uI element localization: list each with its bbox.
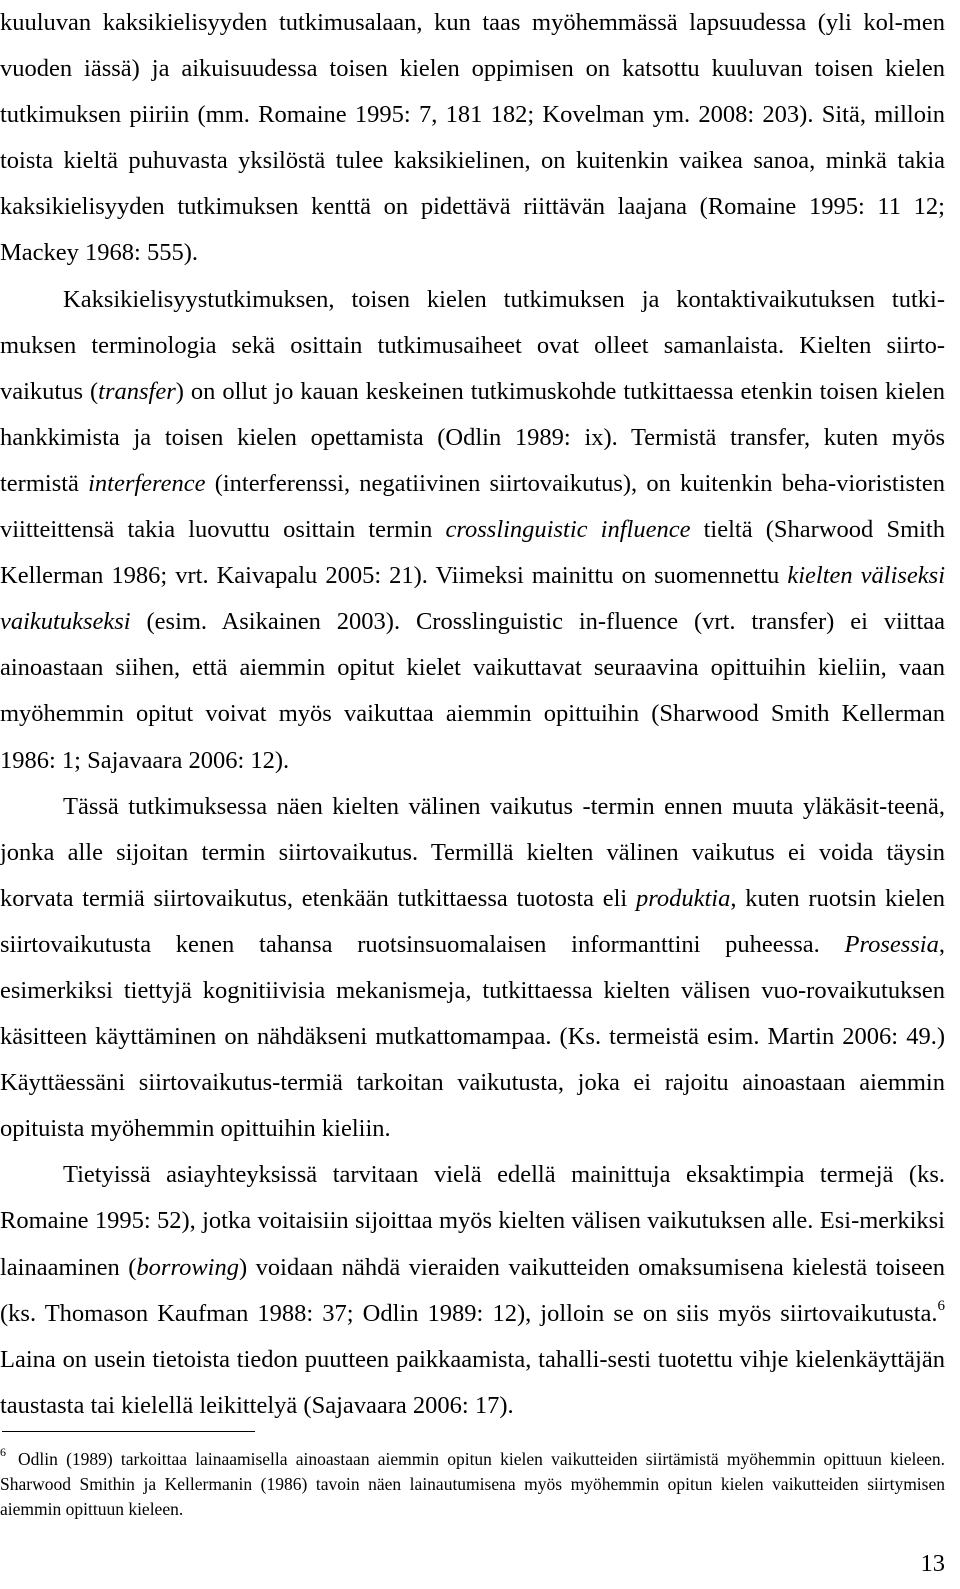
text-run: Laina on usein tietoista tiedon puutteen paikkaamista, tahalli-sesti tuotettu vihje kielenkäyttäjän taustasta tai kielellä leikittelyä (Sajavaara 2006: 17). [0,1345,945,1419]
text-run: (esim. Asikainen 2003). Crosslinguistic in-fluence (vrt. transfer) ei viittaa ainoastaan siihen, että aiemmin opitut kielet vaikuttavat seuraavina opittuihin kieliin, vaan myöhemmin opitut voivat myös vaikuttaa aiemmin opittuihin (Sharwood Smith Kellerman 1986: 1; Sajavaara 2006: 12). [0,608,945,774]
text-run: (interferenssi, negatiivinen siirtovaikutus), on kuitenkin beha-viorististen viitteittensä takia luovuttu osittain termin [0,469,946,544]
italic-term: transfer [98,377,176,405]
italic-term: produktia [635,884,731,912]
italic-term: crosslinguistic influence [445,516,691,544]
text-run: kuuluvan kaksikielisyyden tutkimusalaan, kun taas myöhemmässä lapsuudessa (yli kol-men vuoden iässä) ja aikuisuudessa toisen kielen oppimisen on katsottu kuuluvan toisen kielen tutkimuksen piiriin (mm. Romaine 1995: 7, 181 182; Kovelman ym. 2008: 203). Sitä, milloin toista kieltä puhuvasta yksilöstä tulee kaksikielinen, on kuitenkin vaikea sanoa, minkä takia kaksikielisyyden tutkimuksen kenttä on pidettävä riittävän laajana (Romaine 1995: 11 12; Mackey 1968: 555). [0,9,945,267]
text-run: ) on ollut jo kauan keskeinen tutkimuskohde tutkittaessa etenkin toisen kielen hankkimista ja toisen kielen opettamista (Odlin 1989: ix). Termistä transfer, kuten myös termistä [0,377,945,497]
footnote-6 [0,1447,945,1522]
paragraph-3 [0,784,945,1153]
page-number: 13 [920,1550,945,1577]
footnote-reference: 6 [937,1297,945,1314]
text-run: ) voidaan nähdä vieraiden vaikutteiden omaksumisena kielestä toiseen (ks. Thomason Kaufman 1988: 37; Odlin 1989: 12), jolloin se on siis myös siirtovaikutusta. [0,1253,945,1327]
text-run: Tietyissä asiayhteyksissä tarvitaan vielä edellä mainittuja eksaktimpia termejä (ks. Romaine 1995: 52), jotka voitaisiin sijoittaa myös kielten välisen vaikutuksen alle. Esi-merkiksi lainaaminen ( [0,1161,945,1281]
footnote-mark: 6 [0,1445,6,1459]
italic-term: kielten väliseksi vaikutukseksi [0,562,946,636]
text-run: Tässä tutkimuksessa näen kielten välinen vaikutus -termin ennen muuta yläkäsit-teenä, jonka alle sijoitan termin siirtovaikutus. Termillä kielten välinen vaikutus ei voida täysin korvata termiä siirtovaikutus, etenkään tutkittaessa tuotosta eli [0,792,945,912]
text-run: Kaksikielisyystutkimuksen, toisen kielen tutkimuksen ja kontaktivaikutuksen tutki-muksen terminologia sekä osittain tutkimusaiheet ovat olleet samanlaista. Kielten siirto-vaikutus ( [0,285,945,405]
italic-term: borrowing [136,1253,239,1281]
italic-term: interference [88,469,206,497]
footnote-divider [2,1431,255,1432]
paragraph-1 [0,0,945,277]
italic-term: Prosessia [844,930,939,958]
text-run: , esimerkiksi tiettyjä kognitiivisia mekanismeja, tutkittaessa kielten välisen vuo-rovaikutuksen käsitteen käyttäminen on nähdäkseni mutkattomampaa. (Ks. termeistä esim. Martin 2006: 49.) Käyttäessäni siirtovaikutus-termiä tarkoitan vaikutusta, joka ei rajoitu ainoastaan aiemmin opituista myöhemmin opittuihin kieliin. [0,930,945,1143]
footnote-text: Odlin (1989) tarkoittaa lainaamisella ainoastaan aiemmin opitun kielen vaikutteiden siirtämistä myöhemmin opittuun kieleen. Sharwood Smithin ja Kellermanin (1986) tavoin näen lainautumisena myös myöhemmin opitun kielen vaikutteiden siirtymisen aiemmin opittuun kieleen. [0,1449,945,1519]
paragraph-2 [0,277,945,784]
text-run: , kuten ruotsin kielen siirtovaikutusta kenen tahansa ruotsinsuomalaisen informanttini puheessa. [0,884,945,958]
text-run: tieltä (Sharwood Smith Kellerman 1986; vrt. Kaivapalu 2005: 21). Viimeksi mainittu on suomennettu [0,516,945,590]
paragraph-4 [0,1152,945,1429]
